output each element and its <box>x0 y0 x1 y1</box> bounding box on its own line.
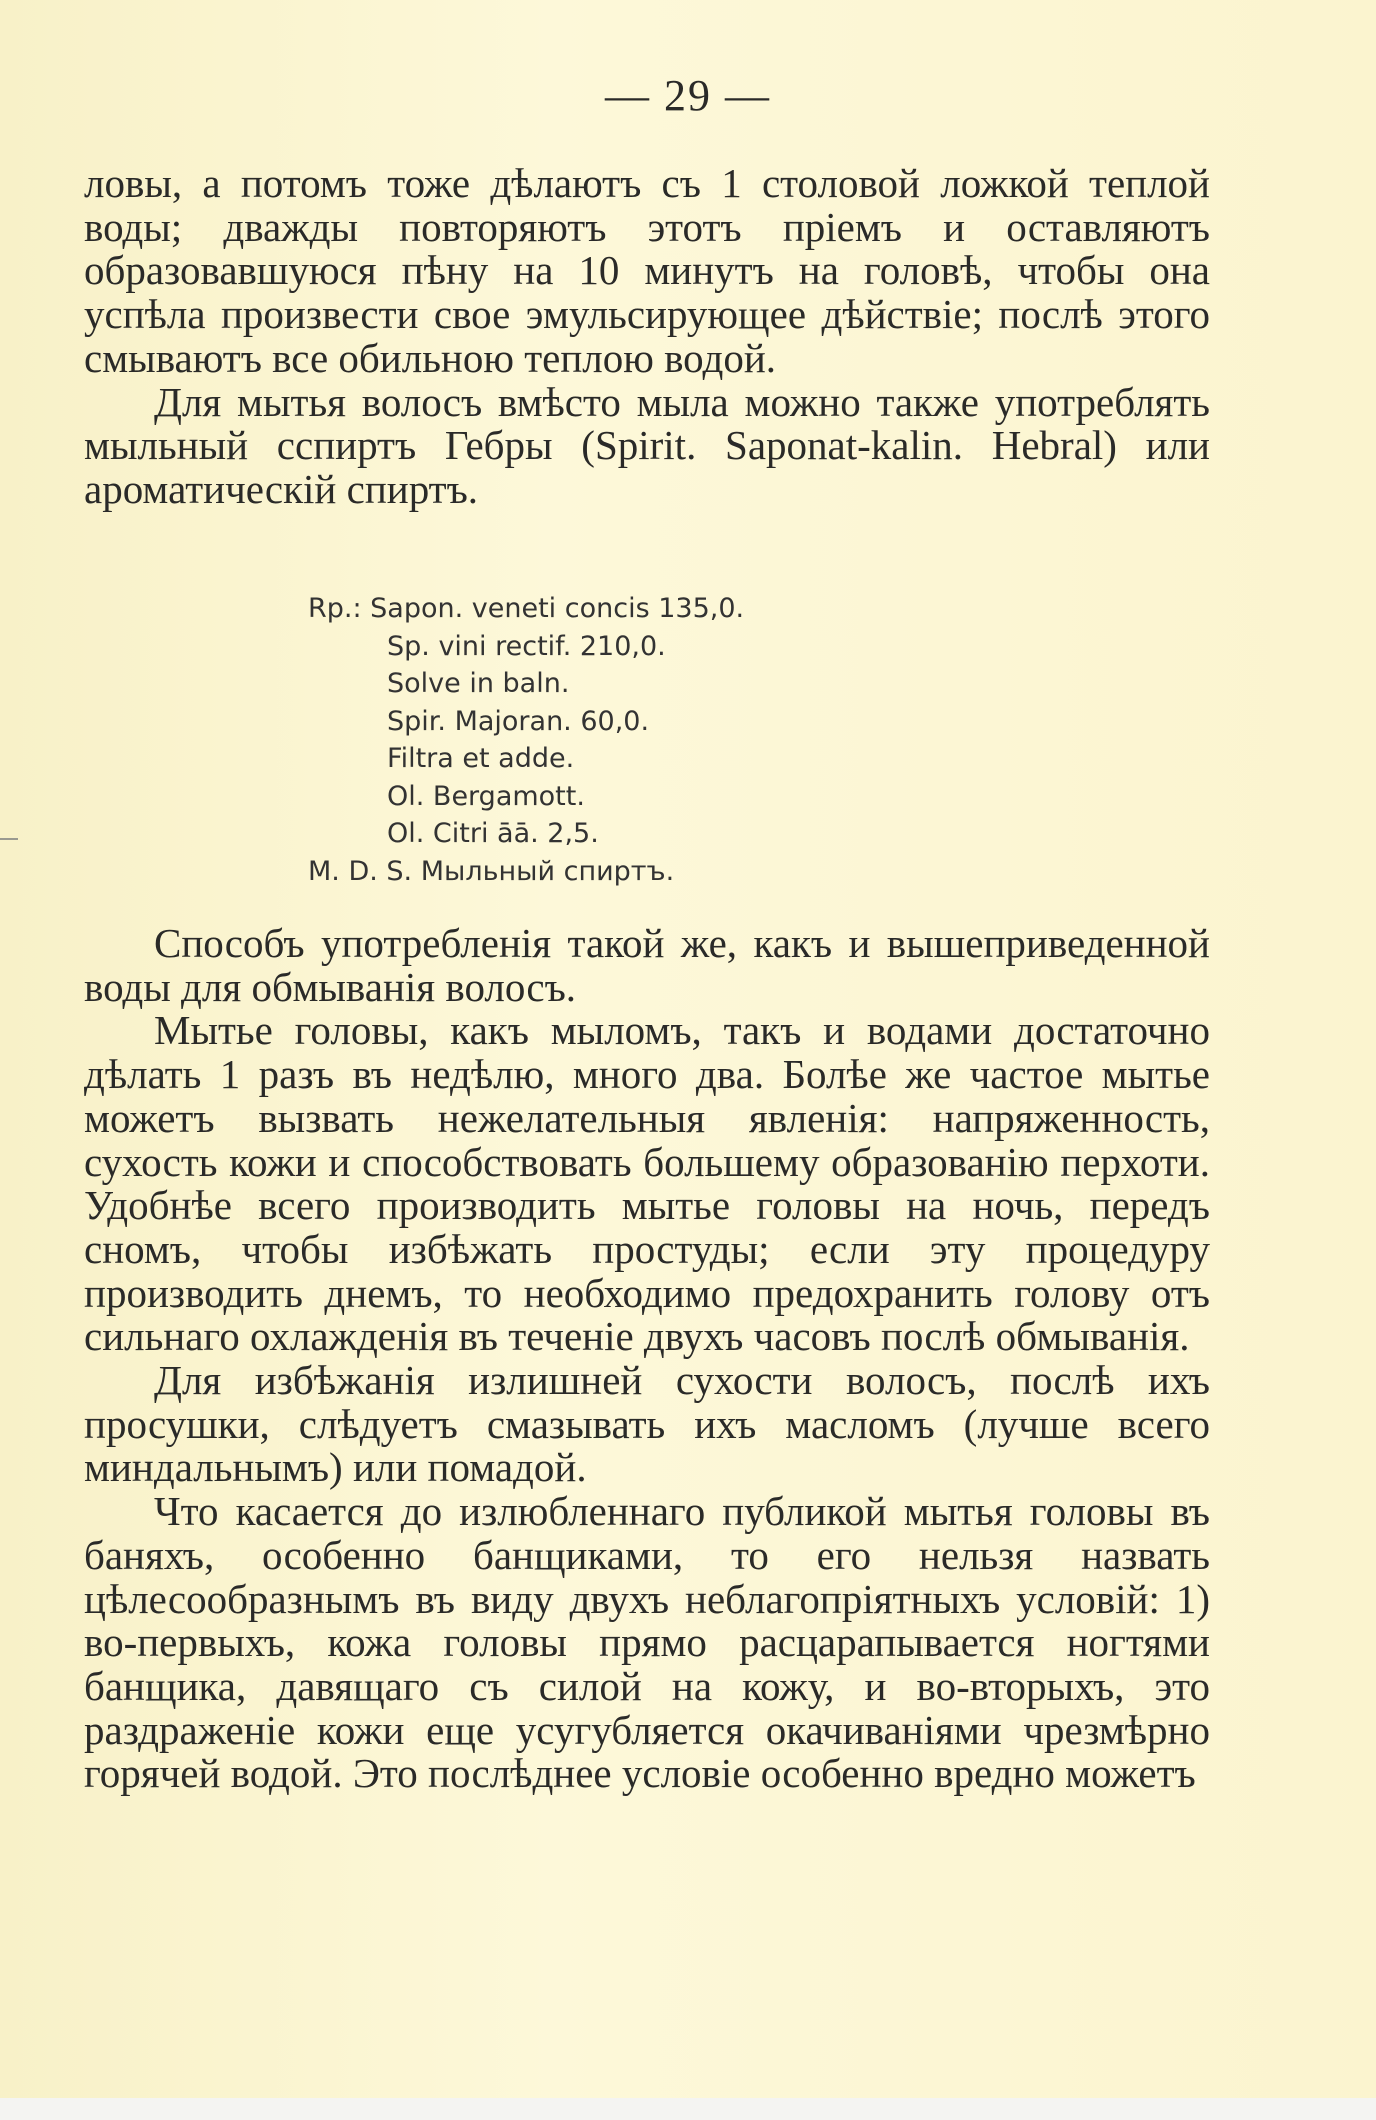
paragraph-spirit-gebra: Для мытья волосъ вмѣсто мыла можно также употреблять мыльный сспиртъ Гебры (Spirit. Saponat-kalin. Hebral) или ароматическій спиртъ. <box>84 378 1210 512</box>
paragraph-oiling: Для избѣжанія излишней сухости волосъ, послѣ ихъ просушки, слѣдуетъ смазывать ихъ масломъ (лучше всего миндальнымъ) или помадой. <box>84 1357 1210 1491</box>
recipe-line: Spir. Majoran. 60,0. <box>387 705 650 737</box>
margin-mark <box>0 838 18 840</box>
text-block-bottom <box>84 922 1210 1796</box>
prescription-recipe <box>308 590 744 890</box>
recipe-line: Sp. vini rectif. 210,0. <box>387 630 666 662</box>
recipe-line: Filtra et adde. <box>387 743 575 774</box>
page-number: — 29 — <box>605 71 771 120</box>
paragraph-washing-frequency: Мытье головы, какъ мыломъ, такъ и водами достаточно дѣлать 1 разъ въ недѣлю, много два. Болѣе же частое мытье можетъ вызвать нежелательныя явленія: напряженность, сухость кожи и способствовать большему образованію перхоти. Удобнѣе всего производить мытье головы на ночь, передъ сномъ, чтобы избѣжать простуды; если эту процедуру производить днемъ, то необходимо предохранить голову отъ сильнаго охлажденія въ теченіе двухъ часовъ послѣ обмыванія. <box>84 1007 1210 1360</box>
paragraph-bathhouse: Что касается до излюбленнаго публикой мытья головы въ баняхъ, особенно банщиками, то его нельзя назвать цѣлесообразнымъ въ виду двухъ неблагопріятныхъ условій: 1) во-первыхъ, кожа головы прямо расцарапывается ногтями банщика, давящаго съ силой на кожу, и во-вторыхъ, это раздраженіе кожи еще усугубляется окачиваніями чрезмѣрно горячей водой. Это послѣднее условіе особенно вредно можетъ <box>84 1488 1210 1797</box>
recipe-line: M. D. S. Мыльный спиртъ. <box>308 855 675 887</box>
recipe-line: Ol. Bergamott. <box>387 780 585 812</box>
recipe-line: Solve in baln. <box>387 668 570 699</box>
text-block-top <box>84 162 1210 512</box>
recipe-line: Rp.: Sapon. veneti concis 135,0. <box>308 593 745 624</box>
paragraph-continuation: ловы, а потомъ тоже дѣлаютъ съ 1 столовой ложкой теплой воды; дважды повторяютъ этотъ пріемъ и оставляютъ образовавшуюся пѣну на 10 минутъ на головѣ, чтобы она успѣла произвести свое эмульсирующее дѣйствіе; послѣ этого смываютъ все обильною теплою водой. <box>84 160 1210 381</box>
recipe-line: Ol. Citri āā. 2,5. <box>387 818 599 849</box>
scan-edge <box>0 2098 1376 2120</box>
paragraph-usage: Способъ употребленія такой же, какъ и вышеприведенной воды для обмыванія волосъ. <box>84 920 1210 1010</box>
